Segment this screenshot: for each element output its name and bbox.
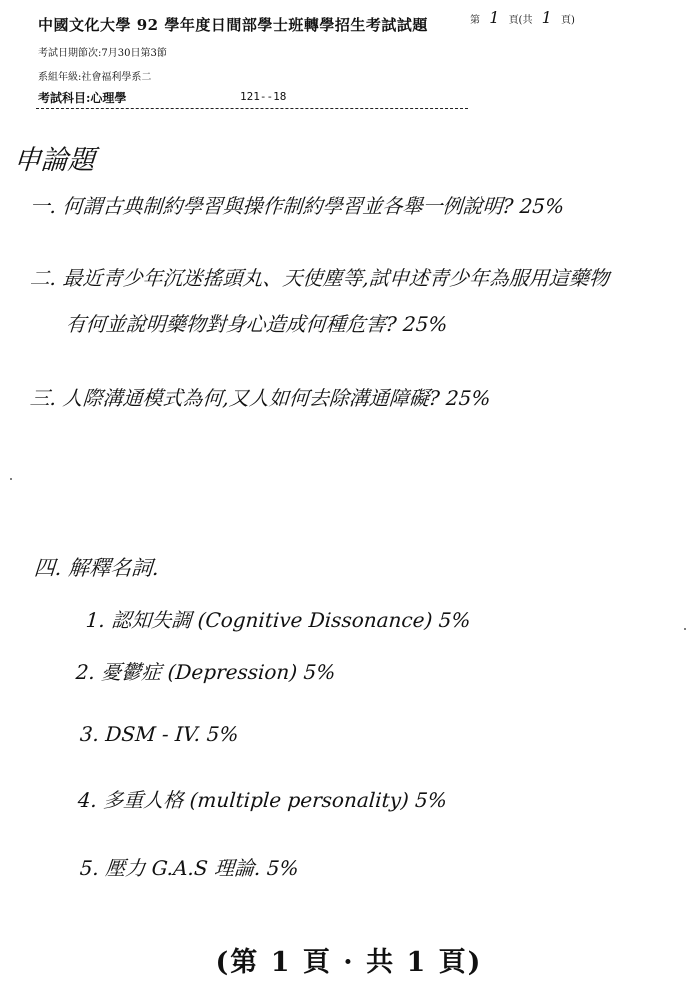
term-text: 壓力 G.A.S 理論. 5% <box>104 856 300 880</box>
question-text: 最近靑少年沉迷搖頭丸、天使塵等,試申述靑少年為服用這藥物 <box>61 266 610 290</box>
scan-speck <box>684 628 686 630</box>
term-1 <box>85 604 472 633</box>
term-text: 認知失調 (Cognitive Dissonance) 5% <box>110 608 472 632</box>
exam-code: 121--18 <box>240 90 287 103</box>
page-indicator-suffix: 頁) <box>561 15 575 26</box>
question-3 <box>29 382 492 411</box>
section-title: 申論題 <box>12 145 96 176</box>
question-label: 二. <box>29 266 58 290</box>
term-label: 4. <box>77 788 98 812</box>
term-label: 5. <box>79 856 100 880</box>
term-label: 3. <box>79 722 100 746</box>
question-label: 一. <box>29 194 58 218</box>
term-text: 憂鬱症 (Depression) 5% <box>100 660 337 684</box>
page-footer: (第 1 頁 · 共 1 頁) <box>215 947 483 978</box>
part-4-title: 四. 解釋名詞. <box>33 556 160 580</box>
department: 系組年級:社會福利學系二 <box>38 72 152 83</box>
exam-subject: 考試科目:心理學 <box>38 91 127 105</box>
header-divider <box>36 108 468 109</box>
term-label: 1. <box>85 608 106 632</box>
page-indicator <box>470 8 575 27</box>
page-indicator-middle: 頁(共 <box>508 15 533 26</box>
question-1 <box>29 190 565 219</box>
term-text: DSM - IV. 5% <box>104 722 240 746</box>
page-indicator-prefix: 第 <box>470 15 480 26</box>
page-indicator-current: 1 <box>489 8 500 27</box>
question-text: 有何並說明藥物對身心造成何種危害? 25% <box>65 312 449 336</box>
term-5 <box>79 852 300 881</box>
term-4 <box>77 784 448 813</box>
scan-speck <box>10 478 12 480</box>
question-text: 人際溝通模式為何,又人如何去除溝通障礙? 25% <box>61 386 492 410</box>
term-2 <box>75 656 336 685</box>
question-text: 何謂古典制約學習與操作制約學習並各舉一例說明? 25% <box>61 194 565 218</box>
exam-time: 考試日期節次:7月30日第3節 <box>38 48 167 59</box>
question-2-continued <box>65 308 449 337</box>
page-indicator-total: 1 <box>541 8 552 27</box>
question-label: 三. <box>29 386 58 410</box>
exam-title: 中國文化大學 92 學年度日間部學士班轉學招生考試試題 <box>38 16 428 34</box>
term-text: 多重人格 (multiple personality) 5% <box>102 788 448 812</box>
term-3 <box>79 722 239 746</box>
term-label: 2. <box>75 660 96 684</box>
question-2 <box>29 262 610 291</box>
